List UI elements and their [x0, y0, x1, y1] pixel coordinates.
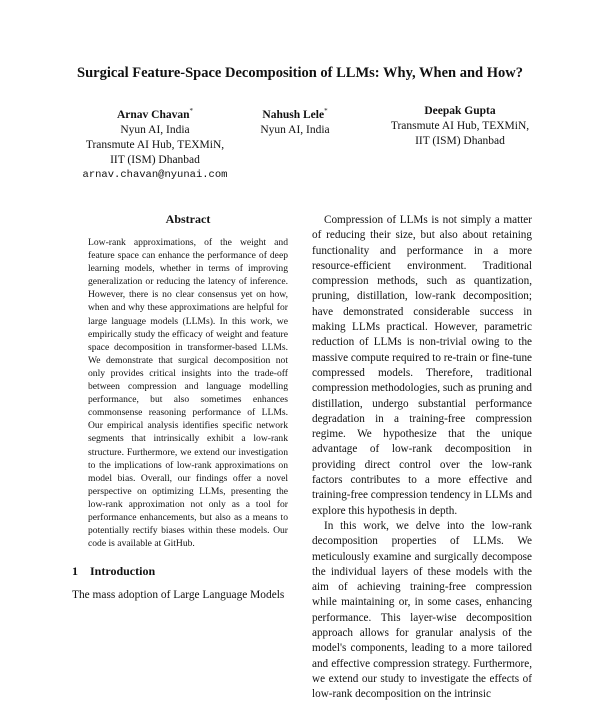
- section-heading-introduction: [72, 564, 155, 579]
- right-column-text: [312, 213, 532, 701]
- author-block-3: [360, 104, 560, 149]
- author-name: Arnav Chavan*: [116, 107, 194, 121]
- author-affiliation: IIT (ISM) Dhanbad: [110, 153, 200, 166]
- author-block-2: [240, 104, 350, 138]
- section-title: Introduction: [90, 564, 156, 578]
- author-email[interactable]: arnav.chavan@nyunai.com: [82, 168, 228, 181]
- section-number: 1: [72, 564, 78, 578]
- paragraph: In this work, we delve into the low-rank decomposition properties of LLMs. We meticulously examine and surgically decompose the individual layers of these models with the aim of achieving training-free compression while maintaining or, in some cases, enhancing performance. This layer-wise decomposition approach allows for granular analysis of the model's components, leading to a more tailored and effective compression strategy. Furthermore, we extend our study to investigate the effects of low-rank decomposition on the intrinsic: [312, 519, 532, 701]
- introduction-first-line: The mass adoption of Large Language Models: [72, 589, 285, 601]
- author-affiliation: Nyun AI, India: [260, 123, 330, 136]
- abstract-heading: Abstract: [165, 212, 211, 226]
- author-block-1: [60, 104, 250, 183]
- author-affiliation: IIT (ISM) Dhanbad: [415, 135, 505, 147]
- paper-title: Surgical Feature-Space Decomposition of LLMs: Why, When and How?: [77, 65, 523, 81]
- author-name: Deepak Gupta: [424, 105, 496, 117]
- author-name: Nahush Lele*: [262, 107, 328, 121]
- paragraph: Compression of LLMs is not simply a matter of reducing their size, but also about retaining functionality and performance in a more resource-efficient environment. Traditional compression methods, such as quantization, pruning, distillation, low-rank decomposition; have demonstrated considerable success in making LLMs practical. However, parametric reduction of LLMs is non-trivial owing to the massive compute required to re-train or fine-tune compressed models. Therefore, traditional compression methodologies, such as pruning and distillation, undergo substantial performance degradation in a training-free compression regime. We hypothesize that the unique advantage of low-rank decomposition in providing direct control over the low-rank factors contributes to a more effective and training-free compression tendency in LLMs and explore this hypothesis in depth.: [312, 214, 532, 517]
- abstract-text: Low-rank approximations, of the weight and feature space can enhance the performance of deep learning models, whether in terms of improving generalization or reducing the latency of inference. However, there is no clear consensus yet on how, when and why these approximations are helpful for large language models (LLMs). In this work, we empirically study the efficacy of weight and feature space decomposition in transformer-based LLMs. We demonstrate that surgical decomposition not only provides critical insights into the trade-off between compression and language modelling performance, but also sometimes enhances commonsense reasoning performance of LLMs. Our empirical analysis identifies specific network segments that intrinsically exhibit a low-rank structure. Furthermore, we extend our investigation to the implications of low-rank approximations on model bias. Overall, our findings offer a novel perspective on optimizing LLMs, presenting the low-rank approximation not only as a tool for performance enhancements, but also as a means to potentially rectify biases within these models. Our code is available at GitHub.: [88, 237, 288, 550]
- author-affiliation: Nyun AI, India: [120, 123, 190, 136]
- author-affiliation: Transmute AI Hub, TEXMiN,: [390, 120, 530, 132]
- author-affiliation: Transmute AI Hub, TEXMiN,: [85, 138, 225, 151]
